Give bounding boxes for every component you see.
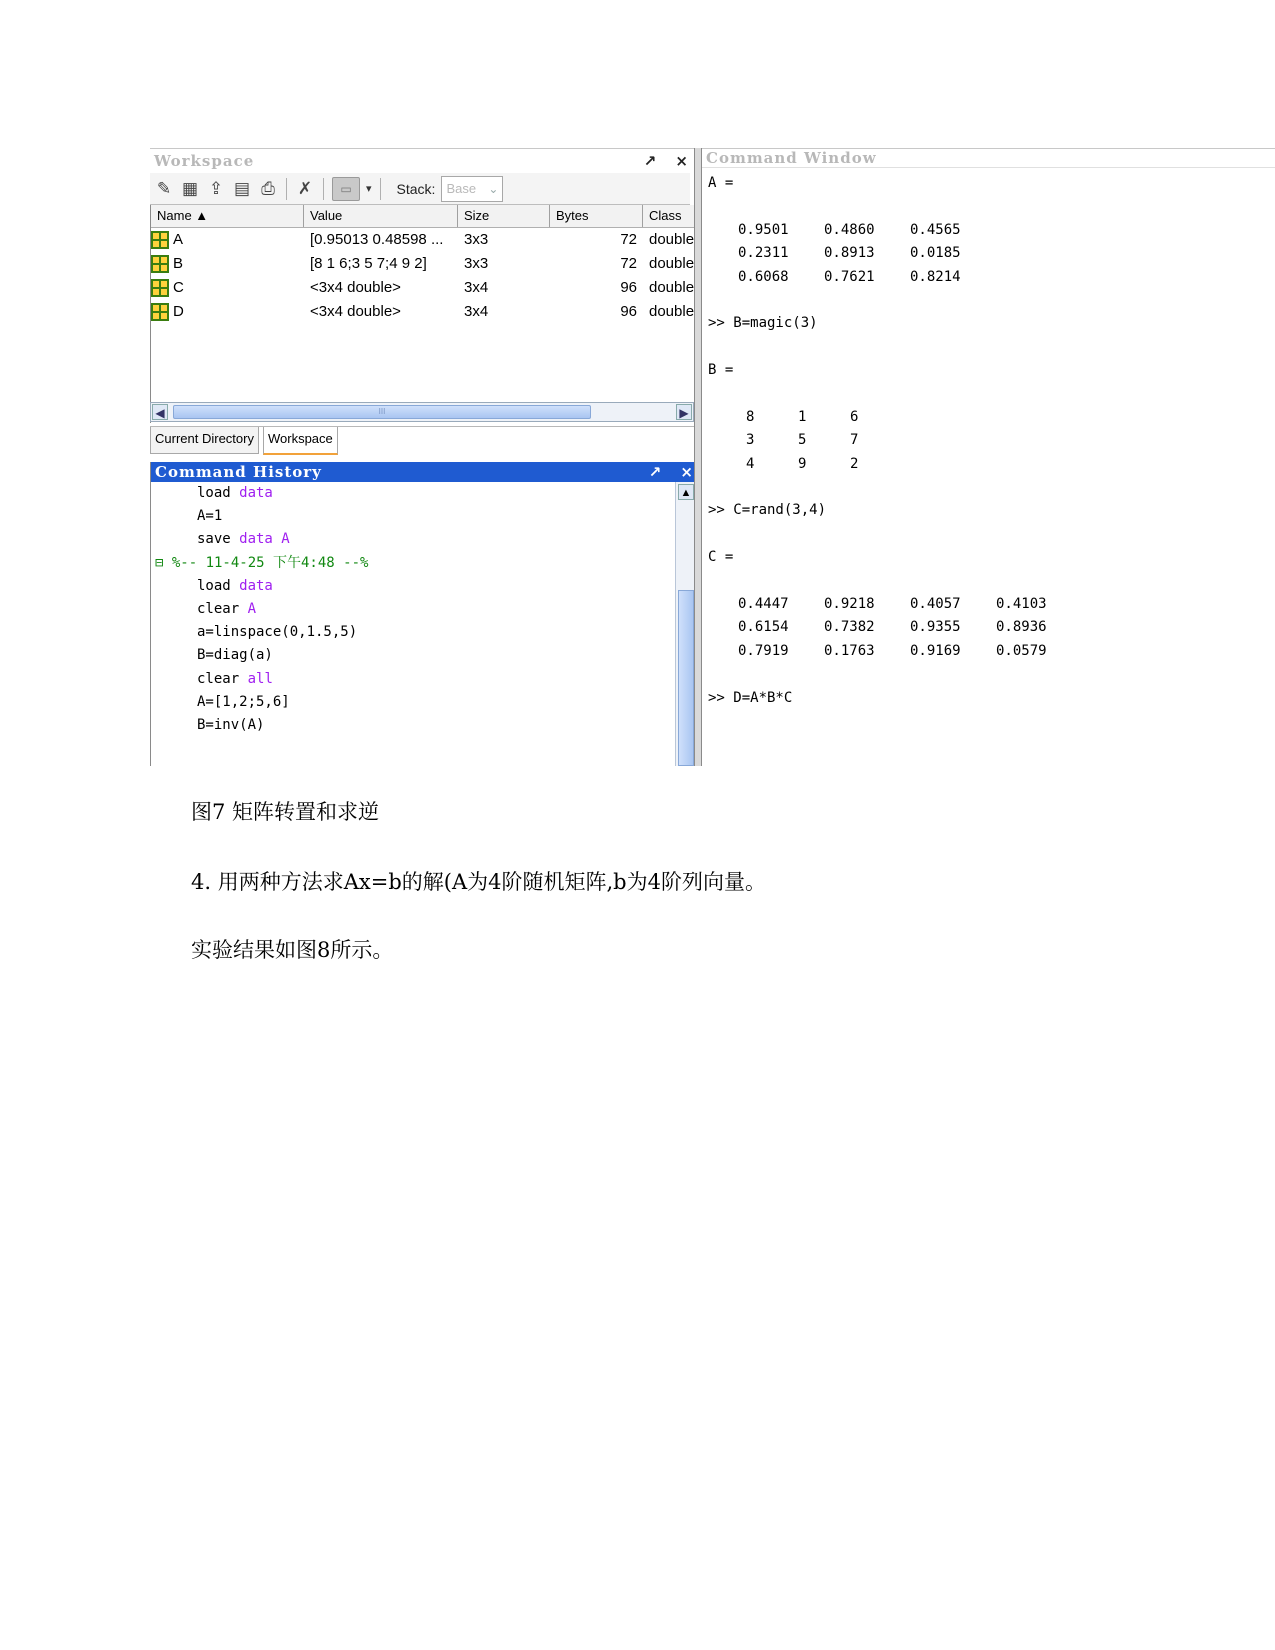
table-row[interactable] bbox=[151, 252, 695, 276]
variable-class: double bbox=[649, 279, 695, 296]
tab-workspace[interactable]: Workspace bbox=[263, 427, 338, 455]
history-command: A=1 bbox=[197, 508, 223, 525]
matrix-variable-icon bbox=[151, 231, 169, 249]
result-sentence: 实验结果如图8所示。 bbox=[191, 938, 394, 962]
toolbar-separator bbox=[286, 178, 287, 200]
open-selection-icon[interactable]: ▦ bbox=[181, 178, 199, 198]
output-line bbox=[708, 663, 1082, 686]
panel-splitter[interactable] bbox=[694, 148, 702, 766]
history-command: load bbox=[197, 577, 231, 594]
matrix-cell: 0.6154 bbox=[738, 619, 789, 636]
matrix-cell: 3 bbox=[746, 432, 755, 449]
matrix-cell: 0.0185 bbox=[910, 245, 961, 262]
matrix-cell: 8 bbox=[746, 408, 755, 425]
table-header bbox=[151, 205, 695, 228]
command-window-title-bar bbox=[702, 148, 1275, 168]
history-argument: data bbox=[230, 577, 273, 594]
matrix-cell: 0.1763 bbox=[824, 642, 875, 659]
variable-size: 3x3 bbox=[464, 231, 489, 248]
stack-select[interactable] bbox=[441, 176, 503, 202]
scrollbar-thumb[interactable] bbox=[678, 590, 694, 766]
variable-value: <3x4 double> bbox=[310, 279, 401, 296]
scroll-left-icon[interactable]: ◀ bbox=[152, 404, 168, 420]
vertical-scrollbar[interactable] bbox=[675, 482, 696, 766]
command-input-line: >> D=A*B*C bbox=[708, 689, 793, 706]
output-line bbox=[708, 570, 1082, 593]
history-command: B=diag(a) bbox=[197, 647, 273, 664]
scroll-up-icon[interactable]: ▲ bbox=[678, 484, 694, 500]
column-header-bytes[interactable]: Bytes bbox=[550, 205, 643, 227]
stack-label: Stack: bbox=[396, 180, 436, 197]
workspace-toolbar bbox=[150, 173, 690, 205]
matrix-row bbox=[708, 406, 1082, 429]
variable-value: [8 1 6;3 5 7;4 9 2] bbox=[310, 255, 427, 272]
command-window-panel bbox=[702, 148, 1275, 766]
matrix-cell: 0.9169 bbox=[910, 642, 961, 659]
variable-name: C bbox=[173, 279, 184, 296]
history-session-header[interactable]: ⊟ %-- 11-4-25 下午4:48 --% bbox=[155, 554, 369, 571]
matrix-variable-icon bbox=[151, 279, 169, 297]
matrix-row bbox=[708, 593, 1082, 616]
output-line: B = bbox=[708, 362, 734, 379]
matrix-row bbox=[708, 242, 1082, 265]
close-icon[interactable]: × bbox=[680, 463, 693, 481]
workspace-panel bbox=[150, 148, 726, 472]
matrix-cell: 0.7382 bbox=[824, 619, 875, 636]
matrix-cell: 0.8913 bbox=[824, 245, 875, 262]
history-argument: data bbox=[230, 485, 273, 501]
workspace-title: Workspace bbox=[154, 152, 255, 170]
workspace-title-bar bbox=[150, 148, 726, 173]
matrix-cell: 0.9355 bbox=[910, 619, 961, 636]
task-item-4: 4. 用两种方法求Ax=b的解(A为4阶随机矩阵,b为4阶列向量。 bbox=[191, 870, 766, 894]
table-row[interactable] bbox=[151, 228, 695, 252]
matrix-row bbox=[708, 429, 1082, 452]
matrix-cell: 0.4565 bbox=[910, 221, 961, 238]
matrix-cell: 0.2311 bbox=[738, 245, 789, 262]
matrix-cell: 5 bbox=[798, 432, 807, 449]
undock-icon[interactable]: ↗ bbox=[648, 463, 662, 481]
variable-name: D bbox=[173, 303, 184, 320]
scroll-right-icon[interactable]: ▶ bbox=[676, 404, 692, 420]
history-command: A=[1,2;5,6] bbox=[197, 693, 290, 710]
matrix-cell: 0.8214 bbox=[910, 268, 961, 285]
output-line bbox=[708, 383, 1082, 406]
matrix-cell: 7 bbox=[850, 432, 859, 449]
stack-select-value: Base bbox=[446, 181, 477, 196]
variable-name: B bbox=[173, 255, 184, 272]
variable-bytes: 72 bbox=[620, 255, 637, 272]
column-header-value[interactable]: Value bbox=[304, 205, 458, 227]
scrollbar-thumb[interactable]: III bbox=[173, 405, 591, 419]
workspace-variable-table bbox=[150, 205, 696, 423]
save-icon[interactable]: ▤ bbox=[233, 178, 251, 198]
history-entry[interactable] bbox=[151, 482, 671, 505]
output-line bbox=[708, 336, 1082, 359]
history-entry[interactable] bbox=[151, 714, 671, 737]
plot-selection-icon[interactable]: ▭ bbox=[332, 177, 360, 201]
history-entry[interactable] bbox=[151, 644, 671, 667]
matrix-variable-icon bbox=[151, 255, 169, 273]
history-command: a=linspace(0,1.5,5) bbox=[197, 624, 358, 641]
matrix-cell: 0.8936 bbox=[996, 619, 1047, 636]
delete-icon[interactable]: ✗ bbox=[297, 178, 313, 198]
new-variable-icon[interactable]: ✎ bbox=[156, 178, 172, 198]
matrix-cell: 0.0579 bbox=[996, 642, 1047, 659]
output-line bbox=[708, 289, 1082, 312]
plot-dropdown-icon[interactable]: ▾ bbox=[366, 183, 372, 195]
matrix-row bbox=[708, 219, 1082, 242]
variable-bytes: 96 bbox=[620, 303, 637, 320]
matrix-cell: 4 bbox=[746, 455, 755, 472]
history-entry[interactable] bbox=[151, 575, 671, 598]
matrix-cell: 0.7919 bbox=[738, 642, 789, 659]
history-entry[interactable] bbox=[151, 621, 671, 644]
table-row[interactable] bbox=[151, 300, 695, 324]
matrix-cell: 1 bbox=[798, 408, 807, 425]
output-line bbox=[708, 523, 1082, 546]
table-row[interactable] bbox=[151, 276, 695, 300]
matrix-cell: 0.4447 bbox=[738, 596, 789, 613]
history-entry[interactable] bbox=[151, 598, 671, 621]
matrix-cell: 0.9218 bbox=[824, 596, 875, 613]
matrix-row bbox=[708, 640, 1082, 663]
matrix-cell: 0.9501 bbox=[738, 221, 789, 238]
variable-class: double bbox=[649, 255, 695, 272]
column-header-size[interactable]: Size bbox=[458, 205, 550, 227]
history-command: clear bbox=[197, 670, 240, 687]
history-argument: all bbox=[239, 670, 273, 687]
toolbar-separator bbox=[323, 178, 324, 200]
history-command: load bbox=[197, 485, 231, 501]
matrix-variable-icon bbox=[151, 303, 169, 321]
variable-size: 3x3 bbox=[464, 255, 489, 272]
history-entry[interactable] bbox=[151, 505, 671, 528]
history-entry[interactable] bbox=[151, 691, 671, 714]
command-history-title: Command History bbox=[155, 463, 322, 481]
history-list bbox=[151, 482, 671, 737]
history-command: clear bbox=[197, 600, 240, 617]
matrix-cell: 0.7621 bbox=[824, 268, 875, 285]
history-argument: data A bbox=[230, 531, 290, 548]
history-argument: A bbox=[239, 600, 257, 617]
variable-value: [0.95013 0.48598 ... bbox=[310, 231, 444, 248]
history-command: save bbox=[197, 531, 231, 548]
command-history-panel bbox=[150, 462, 695, 766]
output-line bbox=[708, 195, 1082, 218]
variable-size: 3x4 bbox=[464, 303, 489, 320]
command-history-title-bar bbox=[151, 462, 695, 482]
undock-icon[interactable]: ↗ bbox=[643, 152, 657, 170]
variable-name: A bbox=[173, 231, 184, 248]
command-window-title: Command Window bbox=[706, 149, 877, 167]
matrix-row bbox=[708, 266, 1082, 289]
variable-bytes: 72 bbox=[620, 231, 637, 248]
chevron-down-icon: ⌄ bbox=[488, 181, 499, 196]
command-window-output[interactable] bbox=[708, 172, 1082, 710]
column-header-name[interactable]: Name ▲ bbox=[151, 205, 304, 227]
matrix-cell: 9 bbox=[798, 455, 807, 472]
column-header-class[interactable]: Class bbox=[643, 205, 695, 227]
variable-bytes: 96 bbox=[620, 279, 637, 296]
output-line bbox=[708, 476, 1082, 499]
horizontal-scrollbar[interactable] bbox=[150, 402, 694, 422]
tab-current-directory[interactable]: Current Directory bbox=[150, 427, 259, 454]
matrix-cell: 0.4860 bbox=[824, 221, 875, 238]
figure-caption: 图7 矩阵转置和求逆 bbox=[191, 800, 380, 824]
command-input-line: >> B=magic(3) bbox=[708, 315, 818, 332]
output-line: C = bbox=[708, 549, 734, 566]
matrix-cell: 0.4103 bbox=[996, 596, 1047, 613]
history-entry[interactable] bbox=[151, 528, 671, 551]
toolbar-separator bbox=[380, 178, 381, 200]
matrix-cell: 2 bbox=[850, 455, 859, 472]
matrix-cell: 6 bbox=[850, 408, 859, 425]
output-line: A = bbox=[708, 175, 734, 191]
matrix-cell: 0.4057 bbox=[910, 596, 961, 613]
history-entry[interactable] bbox=[151, 668, 671, 691]
matlab-screenshot bbox=[150, 148, 1275, 766]
command-input-line: >> C=rand(3,4) bbox=[708, 502, 827, 519]
matrix-row bbox=[708, 616, 1082, 639]
import-data-icon[interactable]: ⇪ bbox=[208, 178, 224, 198]
variable-class: double bbox=[649, 303, 695, 320]
variable-class: double bbox=[649, 231, 695, 248]
variable-size: 3x4 bbox=[464, 279, 489, 296]
history-command: B=inv(A) bbox=[197, 716, 265, 733]
print-icon[interactable]: ⎙ bbox=[261, 178, 275, 198]
close-icon[interactable]: × bbox=[675, 152, 688, 170]
panel-tabs bbox=[150, 426, 694, 453]
matrix-cell: 0.6068 bbox=[738, 268, 789, 285]
matrix-row bbox=[708, 453, 1082, 476]
variable-value: <3x4 double> bbox=[310, 303, 401, 320]
